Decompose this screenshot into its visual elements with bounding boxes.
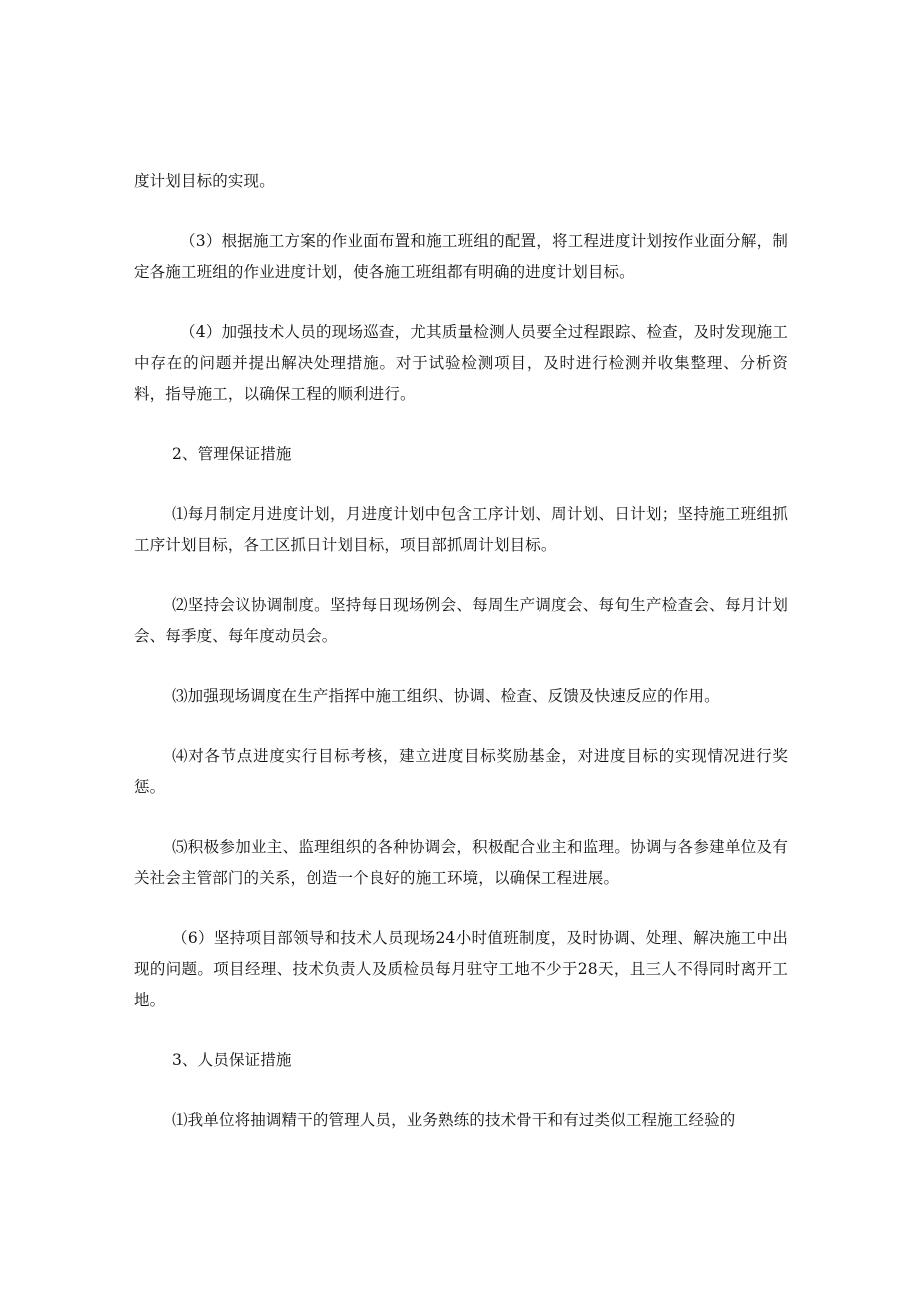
section-heading-management: 2、管理保证措施 xyxy=(172,445,292,463)
paragraph-item-3: （3）根据施工方案的作业面布置和施工班组的配置，将工程进度计划按作业面分解，制定各施工班组的作业进度计划，使各施工班组都有明确的进度计划目标。 xyxy=(134,232,788,281)
paragraph-management-3: ⑶加强现场调度在生产指挥中施工组织、协调、检查、反馈及快速反应的作用。 xyxy=(172,687,720,705)
document-body xyxy=(134,166,788,1136)
section-heading-personnel: 3、人员保证措施 xyxy=(172,1051,292,1069)
paragraph-personnel-1: ⑴我单位将抽调精干的管理人员，业务熟练的技术骨干和有过类似工程施工经验的 xyxy=(172,1111,736,1129)
paragraph-continuation: 度计划目标的实现。 xyxy=(134,172,275,190)
paragraph-management-5: ⑸积极参加业主、监理组织的各种协调会，积极配合业主和监理。协调与各参建单位及有关社会主管部门的关系，创造一个良好的施工环境，以确保工程进展。 xyxy=(134,838,788,887)
paragraph-management-6: （6）坚持项目部领导和技术人员现场24小时值班制度，及时协调、处理、解决施工中出现的问题。项目经理、技术负责人及质检员每月驻守工地不少于28天，且三人不得同时离开工地。 xyxy=(134,929,788,1009)
paragraph-item-4: （4）加强技术人员的现场巡查，尤其质量检测人员要全过程跟踪、检查，及时发现施工中存在的问题并提出解决处理措施。对于试验检测项目，及时进行检测并收集整理、分析资料，指导施工，以确保工程的顺利进行。 xyxy=(134,323,788,403)
paragraph-management-2: ⑵坚持会议协调制度。坚持每日现场例会、每周生产调度会、每旬生产检查会、每月计划会、每季度、每年度动员会。 xyxy=(134,596,788,645)
paragraph-management-4: ⑷对各节点进度实行目标考核，建立进度目标奖励基金，对进度目标的实现情况进行奖惩。 xyxy=(134,747,788,796)
paragraph-management-1: ⑴每月制定月进度计划，月进度计划中包含工序计划、周计划、日计划；坚持施工班组抓工序计划目标，各工区抓日计划目标，项目部抓周计划目标。 xyxy=(134,505,788,554)
